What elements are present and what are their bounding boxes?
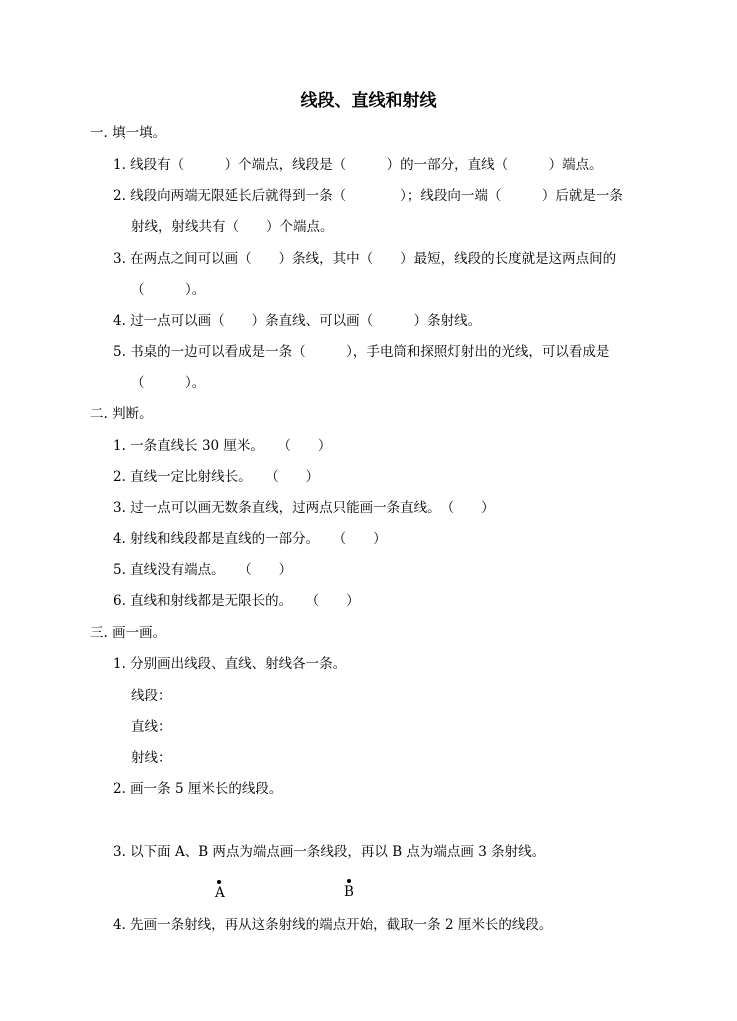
- segment-label: 线段：: [131, 688, 172, 704]
- question-2-5: 5. 直线没有端点。 （ ）: [113, 562, 293, 578]
- point-a-label: A: [215, 885, 225, 901]
- question-1-3: 3. 在两点之间可以画（ ）条线，其中（ ）最短，线段的长度就是这两点间的: [113, 251, 617, 267]
- question-1-3-cont: （ ）。: [131, 282, 206, 298]
- question-2-4: 4. 射线和线段都是直线的一部分。 （ ）: [113, 531, 387, 547]
- page-title: 线段、直线和射线: [300, 91, 437, 111]
- question-1-2: 2. 线段向两端无限延长后就得到一条（ ）；线段向一端（ ）后就是一条: [113, 188, 623, 204]
- question-1-5: 5. 书桌的一边可以看成是一条（ ），手电筒和探照灯射出的光线，可以看成是: [113, 344, 610, 360]
- question-1-1: 1. 线段有（ ）个端点，线段是（ ）的一部分，直线（ ）端点。: [113, 157, 603, 173]
- ray-label: 射线：: [131, 750, 172, 766]
- question-3-3: 3. 以下面 A、B 两点为端点画一条线段，再以 B 点为端点画 3 条射线。: [113, 844, 546, 860]
- question-2-3: 3. 过一点可以画无数条直线，过两点只能画一条直线。 （ ）: [113, 500, 495, 516]
- question-3-4: 4. 先画一条射线，再从这条射线的端点开始，截取一条 2 厘米长的线段。: [113, 917, 553, 933]
- question-1-2-cont: 射线，射线共有（ ）个端点。: [131, 219, 334, 235]
- section-2-heading: 二. 判断。: [90, 406, 153, 422]
- question-1-4: 4. 过一点可以画（ ）条直线、可以画（ ）条射线。: [113, 313, 482, 329]
- point-b-dot: [347, 879, 351, 883]
- section-1-heading: 一. 填一填。: [90, 125, 167, 141]
- section-3-heading: 三. 画一画。: [90, 625, 167, 641]
- question-1-5-cont: （ ）。: [131, 375, 206, 391]
- question-2-6: 6. 直线和射线都是无限长的。 （ ）: [113, 593, 360, 609]
- question-3-2: 2. 画一条 5 厘米长的线段。: [113, 781, 283, 797]
- point-a-dot: [217, 880, 221, 884]
- question-3-1: 1. 分别画出线段、直线、射线各一条。: [113, 656, 347, 672]
- point-b-label: B: [344, 884, 354, 900]
- straight-line-label: 直线：: [131, 719, 172, 735]
- question-2-2: 2. 直线一定比射线长。 （ ）: [113, 469, 320, 485]
- question-2-1: 1. 一条直线长 30 厘米。 （ ）: [113, 438, 332, 454]
